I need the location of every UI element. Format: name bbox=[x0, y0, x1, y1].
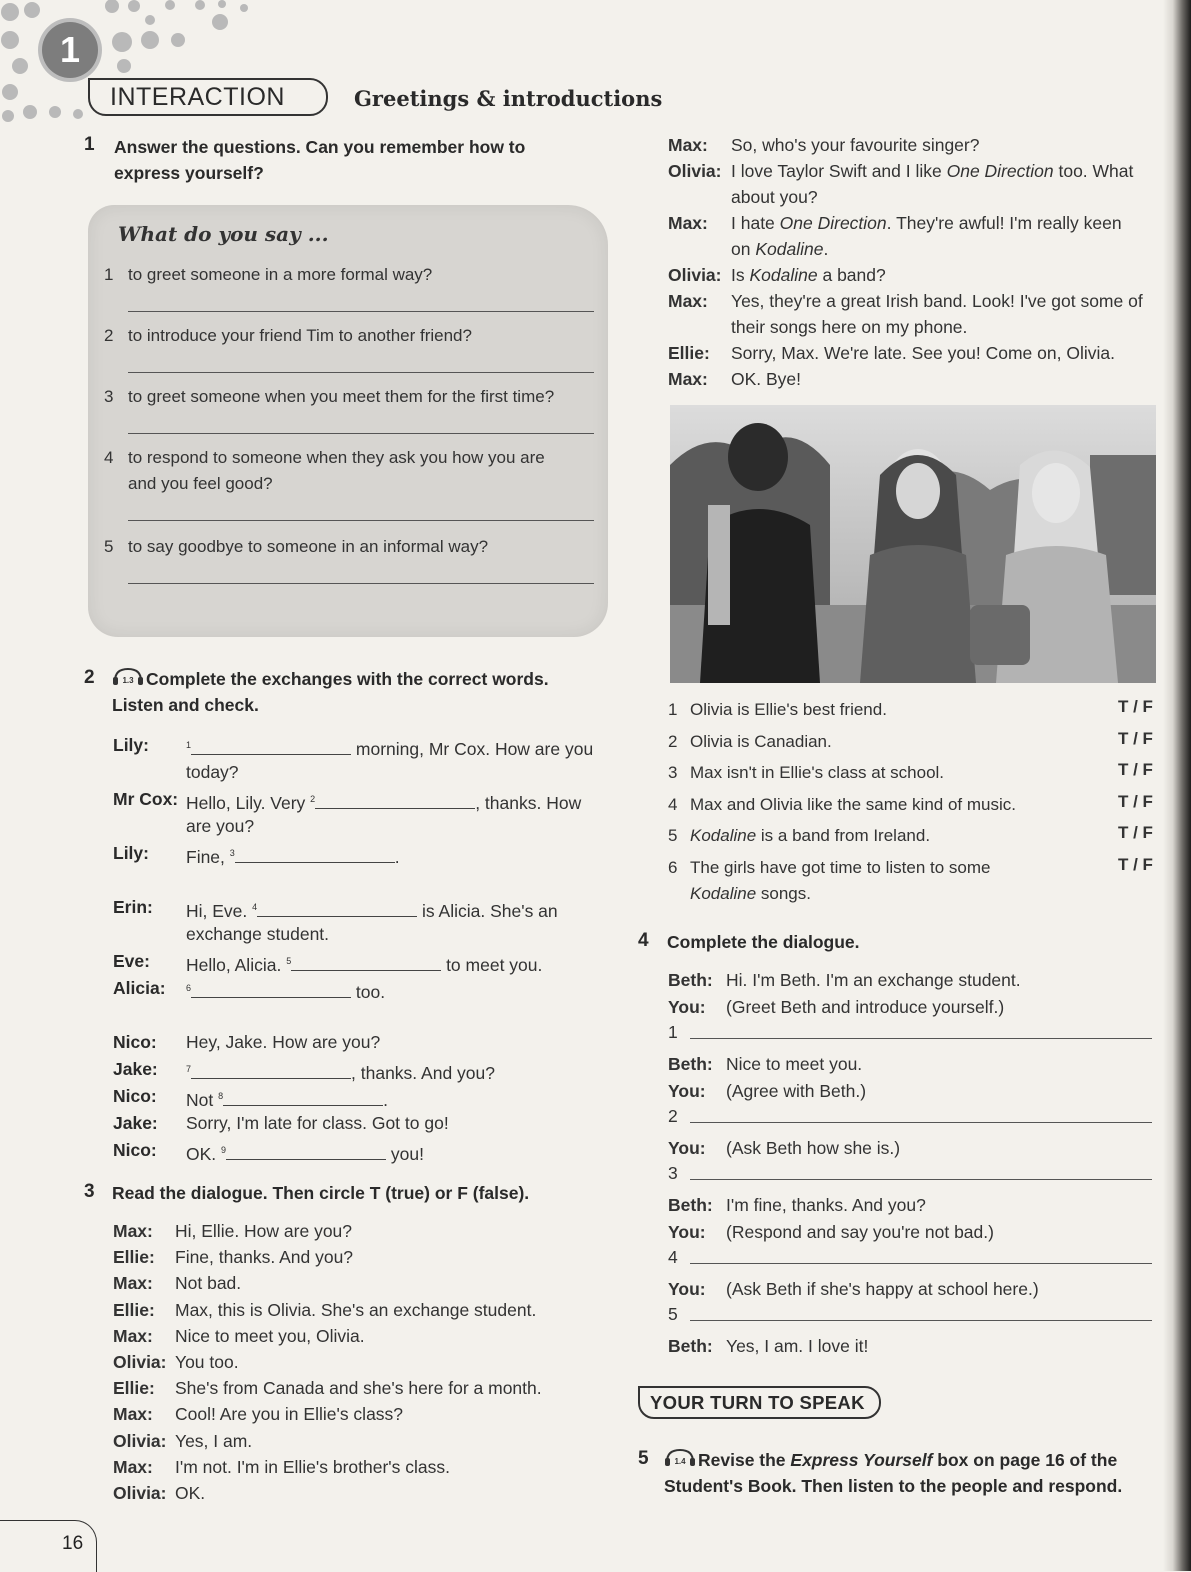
dialogue-text: (Ask Beth if she's happy at school here.) bbox=[726, 1279, 1039, 1299]
speaker-name: Olivia: bbox=[668, 265, 722, 285]
ex3-title: Read the dialogue. Then circle T (true) or F (false). bbox=[112, 1183, 530, 1203]
exchange-text: $^6$ too. bbox=[186, 981, 386, 1002]
question-text: to say goodbye to someone in an informal way? bbox=[128, 537, 489, 556]
gap-blank[interactable] bbox=[191, 980, 351, 998]
ex2-title bbox=[112, 666, 549, 718]
dialogue-text: You too. bbox=[175, 1352, 239, 1372]
gap-number: 3 bbox=[229, 848, 235, 858]
gap-number: 8 bbox=[218, 1091, 224, 1101]
dialogue-text: (Ask Beth how she is.) bbox=[726, 1138, 901, 1158]
speaker-name: Lily: bbox=[113, 735, 149, 755]
exchange-line bbox=[113, 1029, 613, 1056]
speaker-name: Ellie: bbox=[113, 1247, 155, 1268]
exchange-line bbox=[113, 1083, 613, 1110]
exchange-line bbox=[113, 1056, 613, 1083]
statement-number: 2 bbox=[668, 731, 678, 751]
statement-text: The girls have got time to listen to some bbox=[690, 857, 991, 877]
exchange-text: Fine, $^3$ . bbox=[186, 846, 400, 867]
ex5-title: 1.4 Revise the Express Yourself box on page 16 of the Student's Book. Then listen to the people and respond. bbox=[664, 1447, 1122, 1499]
exchange-text: Hello, Alicia. $^5$ to meet you. bbox=[186, 954, 543, 975]
dialogue-text: Nice to meet you, Olivia. bbox=[175, 1325, 365, 1346]
exchange-line bbox=[113, 894, 613, 948]
speaker-name: Alicia: bbox=[113, 978, 166, 998]
gap-number: 7 bbox=[186, 1064, 192, 1074]
ex5-title-emphasis: Express Yourself bbox=[790, 1450, 933, 1470]
speaker-name: Max: bbox=[668, 213, 708, 233]
dialogue-text: I love Taylor Swift and I like One Direction too. What bbox=[731, 161, 1134, 181]
students-photo bbox=[670, 405, 1156, 683]
question-number: 5 bbox=[104, 537, 114, 556]
statement-text: Kodaline songs. bbox=[690, 883, 811, 903]
true-false-choice[interactable]: T / F bbox=[1118, 854, 1153, 874]
speaker-name: Nico: bbox=[113, 1032, 157, 1052]
true-false-choice[interactable]: T / F bbox=[1118, 728, 1153, 748]
true-false-choice[interactable]: T / F bbox=[1118, 791, 1153, 811]
exchange-text: Hi, Eve. $^4$ is Alicia. She's an bbox=[186, 900, 558, 921]
speaker-name: Max: bbox=[113, 1273, 153, 1294]
gap-blank[interactable] bbox=[315, 791, 475, 809]
dialogue-text: Fine, thanks. And you? bbox=[175, 1247, 354, 1268]
dialogue-text: (Greet Beth and introduce yourself.) bbox=[726, 997, 1005, 1017]
section-label: INTERACTION bbox=[88, 78, 328, 116]
your-turn-label: YOUR TURN TO SPEAK bbox=[638, 1386, 881, 1419]
exchange-line bbox=[113, 840, 613, 867]
ex2-title-line1: Complete the exchanges with the correct words. bbox=[146, 669, 549, 689]
gap-blank[interactable] bbox=[191, 737, 351, 755]
speaker-name: Mr Cox: bbox=[113, 789, 179, 809]
gap-number: 6 bbox=[186, 983, 192, 993]
audio-track-icon bbox=[664, 1448, 696, 1468]
exchange-line bbox=[113, 948, 613, 975]
statement-number: 4 bbox=[668, 794, 678, 814]
answer-line[interactable] bbox=[128, 519, 594, 521]
statement-number: 5 bbox=[668, 826, 678, 845]
speaker-name: Olivia: bbox=[668, 161, 722, 181]
gap-blank[interactable] bbox=[226, 1142, 386, 1160]
dialogue-text: I hate One Direction. They're awful! I'm really keen bbox=[731, 213, 1122, 233]
dialogue-text: on Kodaline. bbox=[731, 239, 829, 259]
answer-line[interactable] bbox=[690, 1178, 1152, 1180]
audio-track-icon bbox=[112, 667, 144, 687]
gap-blank[interactable] bbox=[257, 899, 417, 917]
speaker-name: Max: bbox=[668, 369, 708, 389]
exchange-text: OK. $^9$ you! bbox=[186, 1143, 424, 1164]
speaker-name: Max: bbox=[113, 1221, 153, 1241]
gap-blank[interactable] bbox=[223, 1088, 383, 1106]
dialogue-text: OK. Bye! bbox=[731, 369, 802, 389]
speaker-name: Max: bbox=[668, 291, 708, 311]
statement-row bbox=[668, 760, 1118, 786]
dialogue-text: Cool! Are you in Ellie's class? bbox=[175, 1404, 404, 1425]
exchange-line bbox=[113, 732, 613, 786]
gap-number: 2 bbox=[310, 794, 316, 804]
statement-row bbox=[668, 792, 1118, 818]
what-do-you-say-title: What do you say ... bbox=[118, 222, 329, 246]
answer-number: 5 bbox=[668, 1304, 678, 1324]
statement-text: Max isn't in Ellie's class at school. bbox=[690, 763, 945, 782]
question-text: and you feel good? bbox=[128, 474, 273, 493]
svg-text:1.3: 1.3 bbox=[122, 676, 134, 685]
exchange-line bbox=[113, 1110, 613, 1137]
exchange-line bbox=[113, 786, 613, 840]
speaker-name: You: bbox=[668, 1222, 706, 1242]
dialogue-text: their songs here on my phone. bbox=[731, 317, 968, 337]
section-subtitle: Greetings & introductions bbox=[354, 86, 663, 111]
ex4-title: Complete the dialogue. bbox=[667, 932, 860, 952]
gap-blank[interactable] bbox=[291, 953, 441, 971]
speaker-name: Beth: bbox=[668, 970, 713, 990]
gap-blank[interactable] bbox=[191, 1061, 351, 1079]
statement-text: Kodaline is a band from Ireland. bbox=[690, 826, 931, 845]
ex3-number: 3 bbox=[84, 1181, 95, 1202]
gap-number: 1 bbox=[186, 740, 192, 750]
dialogue-text: (Agree with Beth.) bbox=[726, 1081, 867, 1101]
ex5-title-line2: Student's Book. Then listen to the people and respond. bbox=[664, 1476, 1123, 1496]
exchange-text: Not $^8$ . bbox=[186, 1089, 388, 1110]
statement-text: Olivia is Canadian. bbox=[690, 731, 832, 751]
dialogue-text: Is Kodaline a band? bbox=[731, 265, 886, 285]
ex2-title-line2: Listen and check. bbox=[112, 695, 259, 715]
speaker-name: Olivia: bbox=[113, 1430, 167, 1451]
speaker-name: Ellie: bbox=[668, 343, 710, 363]
page-number: 16 bbox=[62, 1533, 84, 1554]
speaker-name: You: bbox=[668, 1138, 706, 1158]
gap-number: 4 bbox=[252, 902, 258, 912]
question-number: 4 bbox=[104, 448, 114, 467]
exchange-text: Sorry, I'm late for class. Got to go! bbox=[186, 1113, 449, 1133]
gap-blank[interactable] bbox=[235, 845, 395, 863]
speaker-name: Max: bbox=[113, 1325, 153, 1346]
speaker-name: Olivia: bbox=[113, 1483, 167, 1503]
ex1-title-line2: express yourself? bbox=[114, 163, 264, 183]
answer-number: 3 bbox=[668, 1163, 678, 1183]
statement-text: Max and Olivia like the same kind of music. bbox=[690, 794, 1016, 814]
ex1-title bbox=[114, 134, 525, 186]
exchange-line bbox=[113, 975, 613, 1002]
dialogue-text: Nice to meet you. bbox=[726, 1054, 863, 1074]
dialogue-text: Yes, I am. bbox=[175, 1430, 253, 1451]
question-text: to greet someone when you meet them for the first time? bbox=[128, 387, 555, 406]
dialogue-text: Hi, Ellie. How are you? bbox=[175, 1221, 353, 1241]
speaker-name: Max: bbox=[113, 1404, 153, 1425]
answer-line[interactable] bbox=[690, 1037, 1152, 1039]
dialogue-text: I'm fine, thanks. And you? bbox=[726, 1195, 926, 1215]
true-false-choice[interactable]: T / F bbox=[1118, 697, 1153, 716]
question-text: to greet someone in a more formal way? bbox=[128, 265, 433, 284]
exchange-text: $^1$ morning, Mr Cox. How are you bbox=[186, 738, 594, 759]
ex5-number: 5 bbox=[638, 1448, 649, 1469]
dialogue-text: OK. bbox=[175, 1483, 206, 1503]
gap-number: 9 bbox=[221, 1145, 227, 1155]
ex4-number: 4 bbox=[638, 930, 649, 951]
statement-row bbox=[668, 729, 1118, 755]
dialogue-text: Not bad. bbox=[175, 1273, 242, 1294]
speaker-name: You: bbox=[668, 1081, 706, 1101]
exchange-text-continued: today? bbox=[186, 762, 239, 782]
speaker-name: Max: bbox=[668, 135, 708, 155]
answer-line[interactable] bbox=[690, 1121, 1152, 1123]
gap-number: 5 bbox=[286, 956, 292, 966]
unit-number-badge: 1 bbox=[42, 22, 98, 78]
speaker-name: Lily: bbox=[113, 843, 149, 863]
speaker-name: Max: bbox=[113, 1456, 153, 1477]
speaker-name: Jake: bbox=[113, 1113, 158, 1133]
statement-row bbox=[668, 855, 1118, 907]
ex1-number: 1 bbox=[84, 134, 95, 155]
speaker-name: Beth: bbox=[668, 1054, 713, 1074]
statement-row bbox=[668, 823, 1118, 849]
answer-line[interactable] bbox=[128, 310, 594, 312]
speaker-name: Nico: bbox=[113, 1086, 157, 1106]
speaker-name: Beth: bbox=[668, 1336, 713, 1356]
true-false-choice[interactable]: T / F bbox=[1118, 823, 1153, 842]
answer-line[interactable] bbox=[128, 371, 594, 373]
answer-line[interactable] bbox=[128, 432, 594, 434]
svg-text:1.4: 1.4 bbox=[674, 1457, 686, 1466]
question-number: 3 bbox=[104, 387, 114, 406]
exchange-text-continued: are you? bbox=[186, 816, 255, 836]
ex2-number: 2 bbox=[84, 667, 95, 688]
answer-line[interactable] bbox=[128, 582, 594, 584]
dialogue-text: Sorry, Max. We're late. See you! Come on, Olivia. bbox=[731, 343, 1115, 363]
exchange-text: $^7$ , thanks. And you? bbox=[186, 1062, 496, 1083]
ex1-title-line1: Answer the questions. Can you remember how to bbox=[114, 137, 526, 157]
question-text: to respond to someone when they ask you how you are bbox=[128, 448, 545, 467]
exchange-text: Hello, Lily. Very $^2$ , thanks. How bbox=[186, 792, 582, 813]
exchange-text: Hey, Jake. How are you? bbox=[186, 1032, 381, 1052]
dialogue-text: Yes, I am. I love it! bbox=[726, 1336, 869, 1356]
speaker-name: Jake: bbox=[113, 1059, 158, 1079]
statement-number: 1 bbox=[668, 700, 678, 719]
speaker-name: Beth: bbox=[668, 1195, 713, 1215]
statement-number: 6 bbox=[668, 857, 678, 877]
speaker-name: You: bbox=[668, 1279, 706, 1299]
question-number: 2 bbox=[104, 326, 114, 345]
statement-number: 3 bbox=[668, 763, 678, 782]
speaker-name: Erin: bbox=[113, 897, 153, 917]
answer-line[interactable] bbox=[690, 1262, 1152, 1264]
speaker-name: You: bbox=[668, 997, 706, 1017]
exchange-line bbox=[113, 1137, 613, 1164]
dialogue-text: She's from Canada and she's here for a month. bbox=[175, 1378, 542, 1399]
question-number: 1 bbox=[104, 265, 114, 284]
statement-text: Olivia is Ellie's best friend. bbox=[690, 700, 887, 719]
speaker-name: Olivia: bbox=[113, 1352, 167, 1372]
answer-number: 4 bbox=[668, 1247, 678, 1267]
dialogue-text: I'm not. I'm in Ellie's brother's class. bbox=[175, 1456, 450, 1477]
dialogue-text: (Respond and say you're not bad.) bbox=[726, 1222, 994, 1242]
speaker-name: Nico: bbox=[113, 1140, 157, 1160]
answer-line[interactable] bbox=[690, 1319, 1152, 1321]
dialogue-text: Yes, they're a great Irish band. Look! I've got some of bbox=[731, 291, 1143, 311]
answer-number: 2 bbox=[668, 1106, 678, 1126]
dialogue-text: So, who's your favourite singer? bbox=[731, 135, 980, 155]
exchange-text-continued: exchange student. bbox=[186, 924, 330, 944]
dialogue-text: about you? bbox=[731, 187, 818, 207]
answer-number: 1 bbox=[668, 1022, 678, 1042]
true-false-choice[interactable]: T / F bbox=[1118, 760, 1153, 779]
statement-row bbox=[668, 697, 1118, 723]
speaker-name: Eve: bbox=[113, 951, 150, 971]
dialogue-text: Hi. I'm Beth. I'm an exchange student. bbox=[726, 970, 1021, 990]
speaker-name: Ellie: bbox=[113, 1378, 155, 1399]
speaker-name: Ellie: bbox=[113, 1299, 155, 1320]
question-text: to introduce your friend Tim to another friend? bbox=[128, 326, 472, 345]
book-spine-shadow bbox=[1163, 0, 1191, 1571]
dialogue-text: Max, this is Olivia. She's an exchange student. bbox=[175, 1299, 537, 1320]
